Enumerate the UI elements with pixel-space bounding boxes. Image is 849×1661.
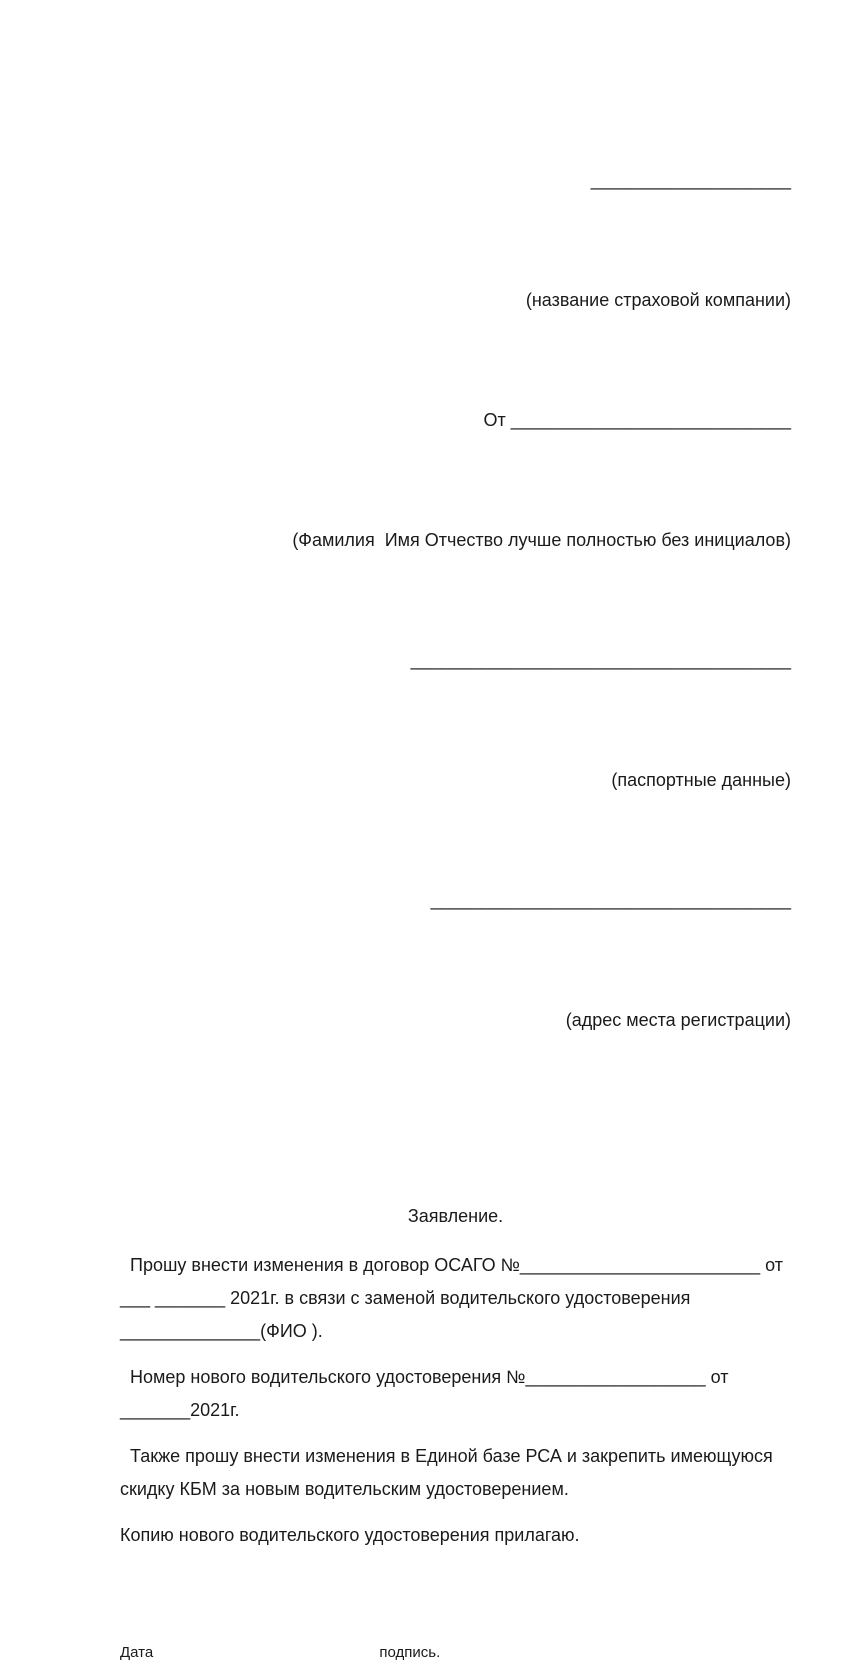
paragraph-copy-attached: Копию нового водительского удостоверения прилагаю.	[120, 1525, 580, 1545]
date-label: Дата	[120, 1644, 154, 1661]
paragraph-new-license-number: Номер нового водительского удостоверения №__________________ от _______2021г.	[120, 1367, 734, 1420]
recipient-block	[120, 80, 791, 1120]
passport-caption: (паспортные данные)	[611, 770, 791, 790]
paragraph-rsa-kbm: Также прошу внести изменения в Единой базе РСА и закрепить имеющуюся скидку КБМ за новым водительским удостоверением.	[120, 1446, 778, 1499]
applicant-name-caption: (Фамилия Имя Отчество лучше полностью без инициалов)	[292, 530, 791, 550]
paragraph-request-change: Прошу внести изменения в договор ОСАГО №________________________ от ___ _______ 2021г. в связи с заменой водительского удостоверения ______________(ФИО ).	[120, 1255, 789, 1341]
insurer-name-caption: (название страховой компании)	[525, 290, 791, 310]
signature-label: подпись.	[379, 1644, 441, 1661]
document-title: Заявление.	[407, 1206, 504, 1226]
document-body	[120, 1249, 791, 1552]
applicant-from-line: От ____________________________	[483, 410, 791, 430]
address-blank: ____________________________________	[430, 890, 791, 910]
insurer-name-blank: ____________________	[590, 170, 791, 190]
address-caption: (адрес места регистрации)	[565, 1010, 791, 1030]
passport-blank: ______________________________________	[410, 650, 791, 670]
footer-row	[120, 1644, 791, 1661]
